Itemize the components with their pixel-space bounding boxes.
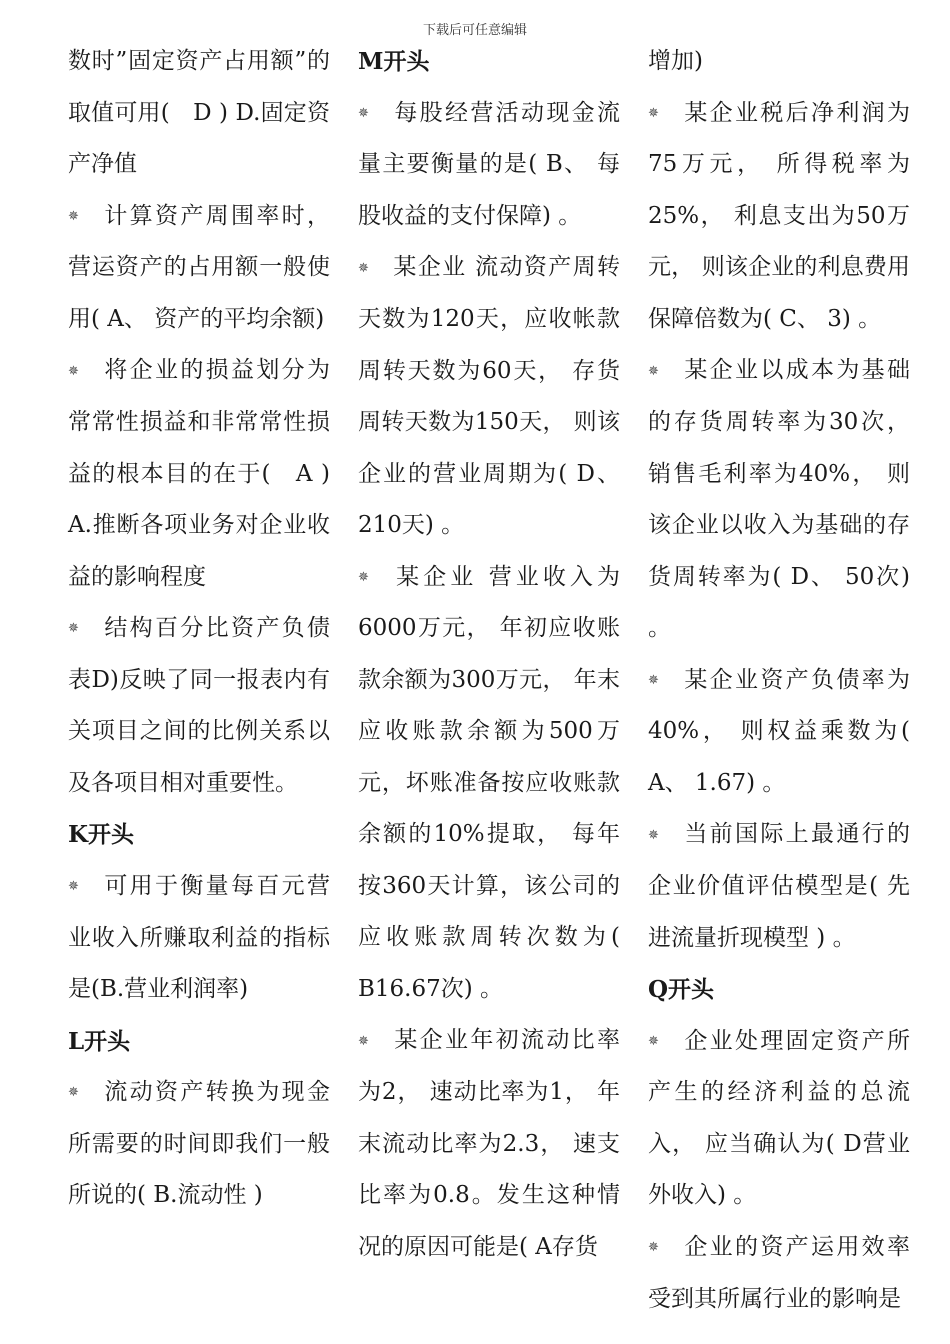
item-text: 流动资产转换为现金所需要的时间即我们一般所说的( B.流动性 ) — [68, 1079, 330, 1209]
bullet-star-icon: ✵ — [68, 363, 79, 379]
question-item — [358, 1015, 620, 1273]
question-item — [648, 1222, 910, 1325]
bullet-star-icon: ✵ — [648, 827, 659, 843]
column-left — [68, 36, 330, 1222]
bullet-star-icon: ✵ — [358, 1033, 369, 1049]
question-item — [68, 191, 330, 346]
question-item — [358, 552, 620, 1016]
page-header: 下载后可任意编辑 — [422, 23, 527, 38]
item-text: 将企业的损益划分为常常性损益和非常常性损益的根本目的在于( A ) A.推断各项业务对企业收益的影响程度 — [68, 357, 330, 590]
continued-text — [648, 36, 910, 88]
question-item — [68, 1067, 330, 1222]
question-item — [648, 1016, 910, 1222]
column-middle — [358, 36, 620, 1273]
bullet-star-icon: ✵ — [358, 260, 369, 276]
section-heading: M开头 — [358, 48, 430, 75]
question-item — [68, 603, 330, 809]
item-text: 结构百分比资产负债表D)反映了同一报表内有关项目之间的比例关系以及各项目相对重要性。 — [68, 615, 330, 796]
item-text: 增加) — [648, 48, 703, 74]
section-heading: Q开头 — [648, 976, 715, 1003]
question-item — [358, 88, 620, 243]
bullet-star-icon: ✵ — [68, 621, 79, 637]
bullet-star-icon: ✵ — [68, 879, 79, 894]
item-text: 可用于衡量每百元营业收入所赚取利益的指标是(B.营业利润率) — [68, 872, 330, 1002]
bullet-star-icon: ✵ — [68, 208, 79, 224]
item-text: 某企业税后净利润为75万元， 所得税率为25%， 利息支出为50万元， 则该企业的利息费用保障倍数为( C、 3) 。 — [648, 99, 910, 332]
question-item — [68, 861, 330, 1016]
bullet-star-icon: ✵ — [648, 105, 659, 121]
item-text: 某企业年初流动比率为2， 速动比率为1， 年末流动比率为2.3， 速支比率为0.8。发生这种情况的原因可能是( A存货 — [358, 1027, 620, 1260]
item-text: 某企业资产负债率为40%， 则权益乘数为( A、 1.67) 。 — [648, 666, 910, 796]
question-item — [648, 345, 910, 654]
section-heading: K开头 — [68, 821, 134, 849]
bullet-star-icon: ✵ — [358, 569, 369, 585]
item-text: 当前国际上最通行的企业价值评估模型是( 先进流量折现模型 ) 。 — [648, 821, 910, 951]
bullet-star-icon: ✵ — [648, 672, 659, 688]
bullet-star-icon: ✵ — [68, 1085, 79, 1101]
bullet-star-icon: ✵ — [648, 363, 659, 379]
section-heading: L开头 — [68, 1027, 131, 1055]
item-text: 企业处理固定资产所产生的经济利益的总流入， 应当确认为( D营业外收入) 。 — [648, 1027, 910, 1209]
item-text: 计算资产周围率时，营运资产的占用额一般使用( A、 资产的平均余额) — [68, 202, 330, 332]
item-text: 某企业 流动资产周转天数为120天，应收帐款周转天数为60天， 存货周转天数为150天， 则该企业的营业周期为( D、 210天) 。 — [358, 254, 620, 538]
column-right — [648, 36, 910, 1325]
question-item — [68, 345, 330, 603]
item-text: 某企业以成本为基础的存货周转率为30次， 销售毛利率为40%， 则该企业以收入为基础的存货周转率为( D、 50次) 。 — [648, 357, 910, 641]
bullet-star-icon: ✵ — [358, 105, 369, 121]
item-text: 企业的资产运用效率受到其所属行业的影响是 — [648, 1233, 910, 1312]
item-text: 某企业 营业收入为6000万元， 年初应收账款余额为300万元， 年末应收账款余额为500万元，坏账准备按应收账款余额的10%提取， 每年按360天计算，该公司的应收账款周转次数为( B16.67次) 。 — [358, 563, 620, 1002]
question-item — [358, 242, 620, 551]
question-item — [648, 655, 910, 810]
question-item — [648, 809, 910, 964]
item-text: 每股经营活动现金流量主要衡量的是( B、 每股收益的支付保障) 。 — [358, 99, 620, 229]
continued-text — [68, 36, 330, 191]
item-text: 数时”固定资产占用额”的取值可用( D ) D.固定资产净值 — [68, 48, 330, 177]
bullet-star-icon: ✵ — [648, 1240, 659, 1255]
question-item — [648, 88, 910, 346]
bullet-star-icon: ✵ — [648, 1033, 659, 1049]
